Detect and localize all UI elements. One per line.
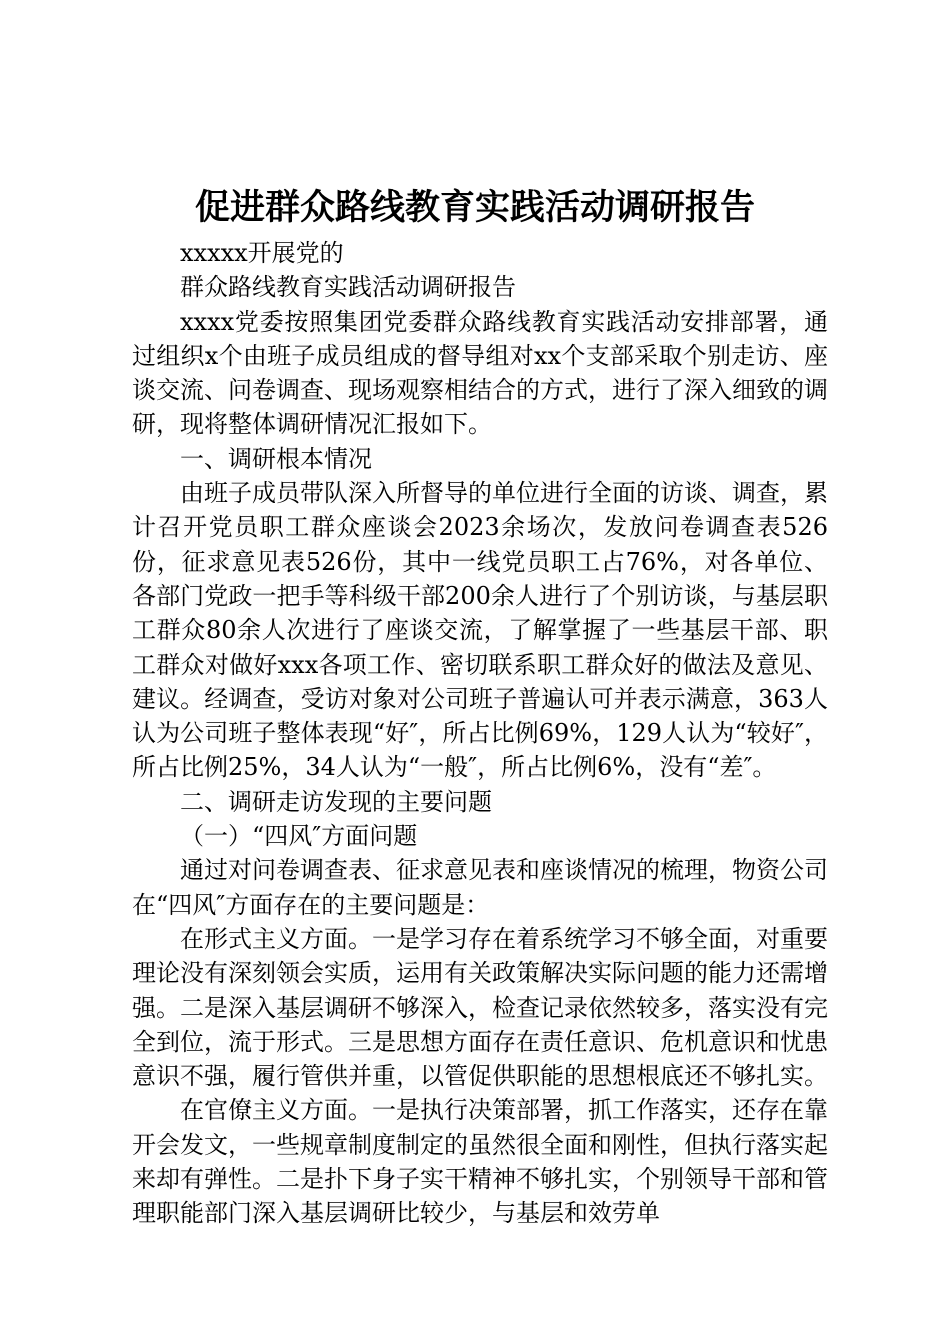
document-title: 促进群众路线教育实践活动调研报告 <box>194 187 755 228</box>
subsection-heading-1: （一）“四风″方面问题 <box>180 822 418 851</box>
paragraph-heading-line1: xxxxx开展党的 <box>180 239 344 267</box>
paragraph-survey-details: 由班子成员带队深入所督导的单位进行全面的访谈、调查，累计召开党员职工群众座谈会2023余场次，发放问卷调查表526份，征求意见表526份，其中一线党员职工占76%，对各单位、各部门党政一把手等科级干部200余人进行了个别访谈，与基层职工群众80余人次进行了座谈交流，了解掌握了一些基层干部、职工群众对做好xxx各项工作、密切联系职工群众好的做法及意见、建议。经调查，受访对象对公司班子普遍认可并表示满意，363人认为公司班子整体表现“好″，所占比例69%，129人认为“较好″，所占比例25%，34人认为“一般″，所占比例6%，没有“差″。 <box>132 479 828 782</box>
section-heading-2: 二、调研走访发现的主要问题 <box>180 787 492 816</box>
paragraph-intro: xxxx党委按照集团党委群众路线教育实践活动安排部署，通过组织x个由班子成员组成的督导组对xx个支部采取个别走访、座谈交流、问卷调查、现场观察相结合的方式，进行了深入细致的调研，现将整体调研情况汇报如下。 <box>132 307 828 439</box>
paragraph-bureaucratism: 在官僚主义方面。一是执行决策部署，抓工作落实，还存在靠开会发文，一些规章制度制定的虽然很全面和刚性，但执行落实起来却有弹性。二是扑下身子实干精神不够扎实，个别领导干部和管理职能部门深入基层调研比较少，与基层和效劳单 <box>132 1096 828 1228</box>
paragraph-heading-line2: 群众路线教育实践活动调研报告 <box>180 273 516 302</box>
section-heading-1: 一、调研根本情况 <box>180 444 372 473</box>
document-body <box>132 236 828 1231</box>
paragraph-formalism: 在形式主义方面。一是学习存在着系统学习不够全面，对重要理论没有深刻领会实质，运用有关政策解决实际问题的能力还需增强。二是深入基层调研不够深入，检查记录依然较多，落实没有完全到位，流于形式。三是思想方面存在责任意识、危机意识和忧患意识不强，履行管供并重，以管促供职能的思想根底还不够扎实。 <box>132 924 828 1091</box>
paragraph-four-winds-intro: 通过对问卷调查表、征求意见表和座谈情况的梳理，物资公司在“四风″方面存在的主要问题是： <box>132 856 828 919</box>
